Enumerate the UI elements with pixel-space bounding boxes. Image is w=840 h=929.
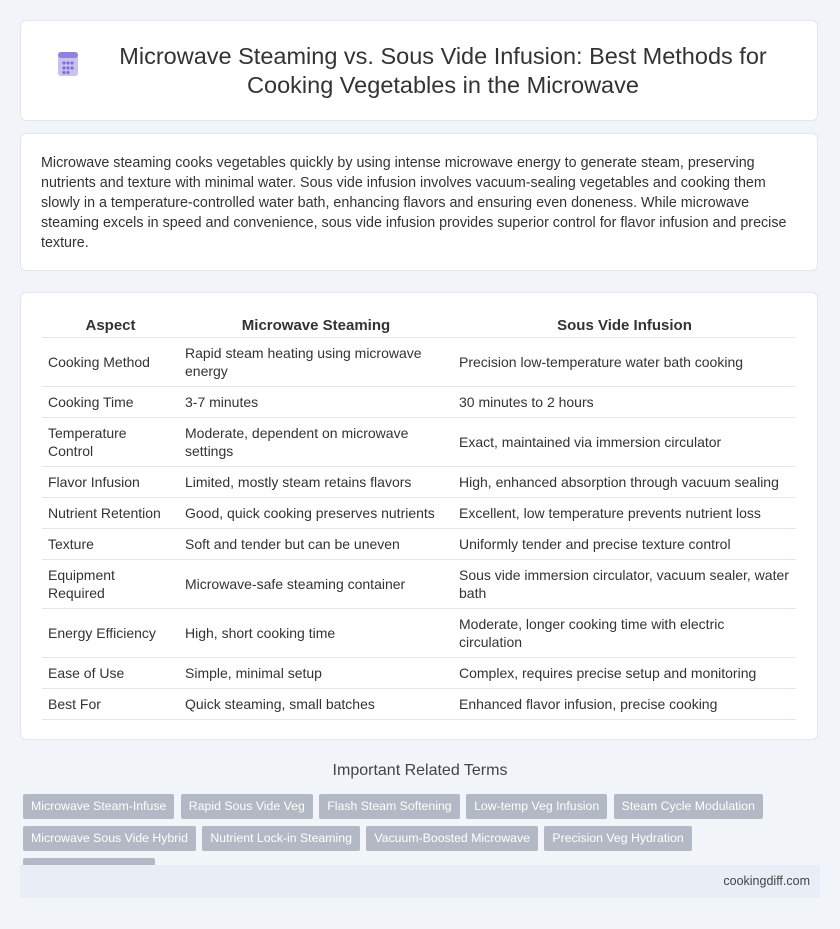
table-row [42, 529, 796, 560]
cell-microwave: Rapid steam heating using microwave energy [179, 338, 453, 387]
cell-sous-vide: Excellent, low temperature prevents nutrient loss [453, 498, 796, 529]
cell-aspect: Temperature Control [42, 418, 179, 467]
table-row [42, 418, 796, 467]
document-icon [55, 51, 81, 77]
cell-aspect: Cooking Time [42, 387, 179, 418]
cell-aspect: Best For [42, 689, 179, 720]
cell-sous-vide: Precision low-temperature water bath cooking [453, 338, 796, 387]
related-term-tag[interactable]: Microwave Sous Vide Hybrid [23, 826, 196, 851]
related-term-tag[interactable]: Vacuum-Boosted Microwave [366, 826, 538, 851]
cell-aspect: Flavor Infusion [42, 467, 179, 498]
cell-sous-vide: Uniformly tender and precise texture control [453, 529, 796, 560]
header-aspect: Aspect [42, 313, 179, 338]
related-term-tag[interactable]: Steam Cycle Modulation [614, 794, 763, 819]
cell-aspect: Ease of Use [42, 658, 179, 689]
cell-sous-vide: Enhanced flavor infusion, precise cooking [453, 689, 796, 720]
table-row [42, 467, 796, 498]
cell-aspect: Nutrient Retention [42, 498, 179, 529]
header-microwave-steaming: Microwave Steaming [179, 313, 453, 338]
cell-aspect: Energy Efficiency [42, 609, 179, 658]
cell-microwave: Microwave-safe steaming container [179, 560, 453, 609]
related-term-tag[interactable]: Precision Veg Hydration [544, 826, 691, 851]
cell-microwave: Good, quick cooking preserves nutrients [179, 498, 453, 529]
cell-microwave: High, short cooking time [179, 609, 453, 658]
cell-microwave: Limited, mostly steam retains flavors [179, 467, 453, 498]
related-term-tag[interactable]: Flash Steam Softening [319, 794, 459, 819]
table-header-row [42, 313, 796, 338]
related-terms-heading: Important Related Terms [332, 762, 508, 779]
table-row [42, 560, 796, 609]
table-row [42, 338, 796, 387]
comparison-card [20, 292, 818, 740]
cell-aspect: Texture [42, 529, 179, 560]
cell-sous-vide: Moderate, longer cooking time with electric circulation [453, 609, 796, 658]
comparison-table [42, 313, 796, 720]
cell-aspect: Cooking Method [42, 338, 179, 387]
title-card [20, 20, 818, 121]
footer-site-link[interactable]: cookingdiff.com [723, 874, 810, 888]
cell-microwave: Quick steaming, small batches [179, 689, 453, 720]
cell-microwave: Simple, minimal setup [179, 658, 453, 689]
cell-microwave: Moderate, dependent on microwave settings [179, 418, 453, 467]
footer [20, 865, 820, 898]
intro-paragraph: Microwave steaming cooks vegetables quickly by using intense microwave energy to generate steam, preserving nutrients and texture with minimal water. Sous vide infusion involves vacuum-sealing vegetables and cooking them slowly in a temperature-controlled water bath, enhancing flavors and ensuring even doneness. While microwave steaming excels in speed and convenience, sous vide infusion provides superior control for flavor infusion and precise texture. [41, 155, 787, 251]
table-row [42, 689, 796, 720]
cell-sous-vide: Sous vide immersion circulator, vacuum sealer, water bath [453, 560, 796, 609]
related-term-tag[interactable]: Nutrient Lock-in Steaming [202, 826, 359, 851]
cell-microwave: Soft and tender but can be uneven [179, 529, 453, 560]
cell-sous-vide: Complex, requires precise setup and monitoring [453, 658, 796, 689]
cell-microwave: 3-7 minutes [179, 387, 453, 418]
related-term-tag[interactable]: Rapid Sous Vide Veg [181, 794, 313, 819]
cell-sous-vide: 30 minutes to 2 hours [453, 387, 796, 418]
table-row [42, 609, 796, 658]
cell-sous-vide: High, enhanced absorption through vacuum sealing [453, 467, 796, 498]
related-term-tag[interactable]: Microwave Steam-Infuse [23, 794, 174, 819]
cell-sous-vide: Exact, maintained via immersion circulator [453, 418, 796, 467]
page-title: Microwave Steaming vs. Sous Vide Infusion: Best Methods for Cooking Vegetables in the Microwave [119, 42, 767, 98]
table-row [42, 658, 796, 689]
table-row [42, 387, 796, 418]
table-row [42, 498, 796, 529]
intro-card [20, 133, 818, 271]
cell-aspect: Equipment Required [42, 560, 179, 609]
related-term-tag[interactable]: Low-temp Veg Infusion [466, 794, 607, 819]
header-sous-vide-infusion: Sous Vide Infusion [453, 313, 796, 338]
